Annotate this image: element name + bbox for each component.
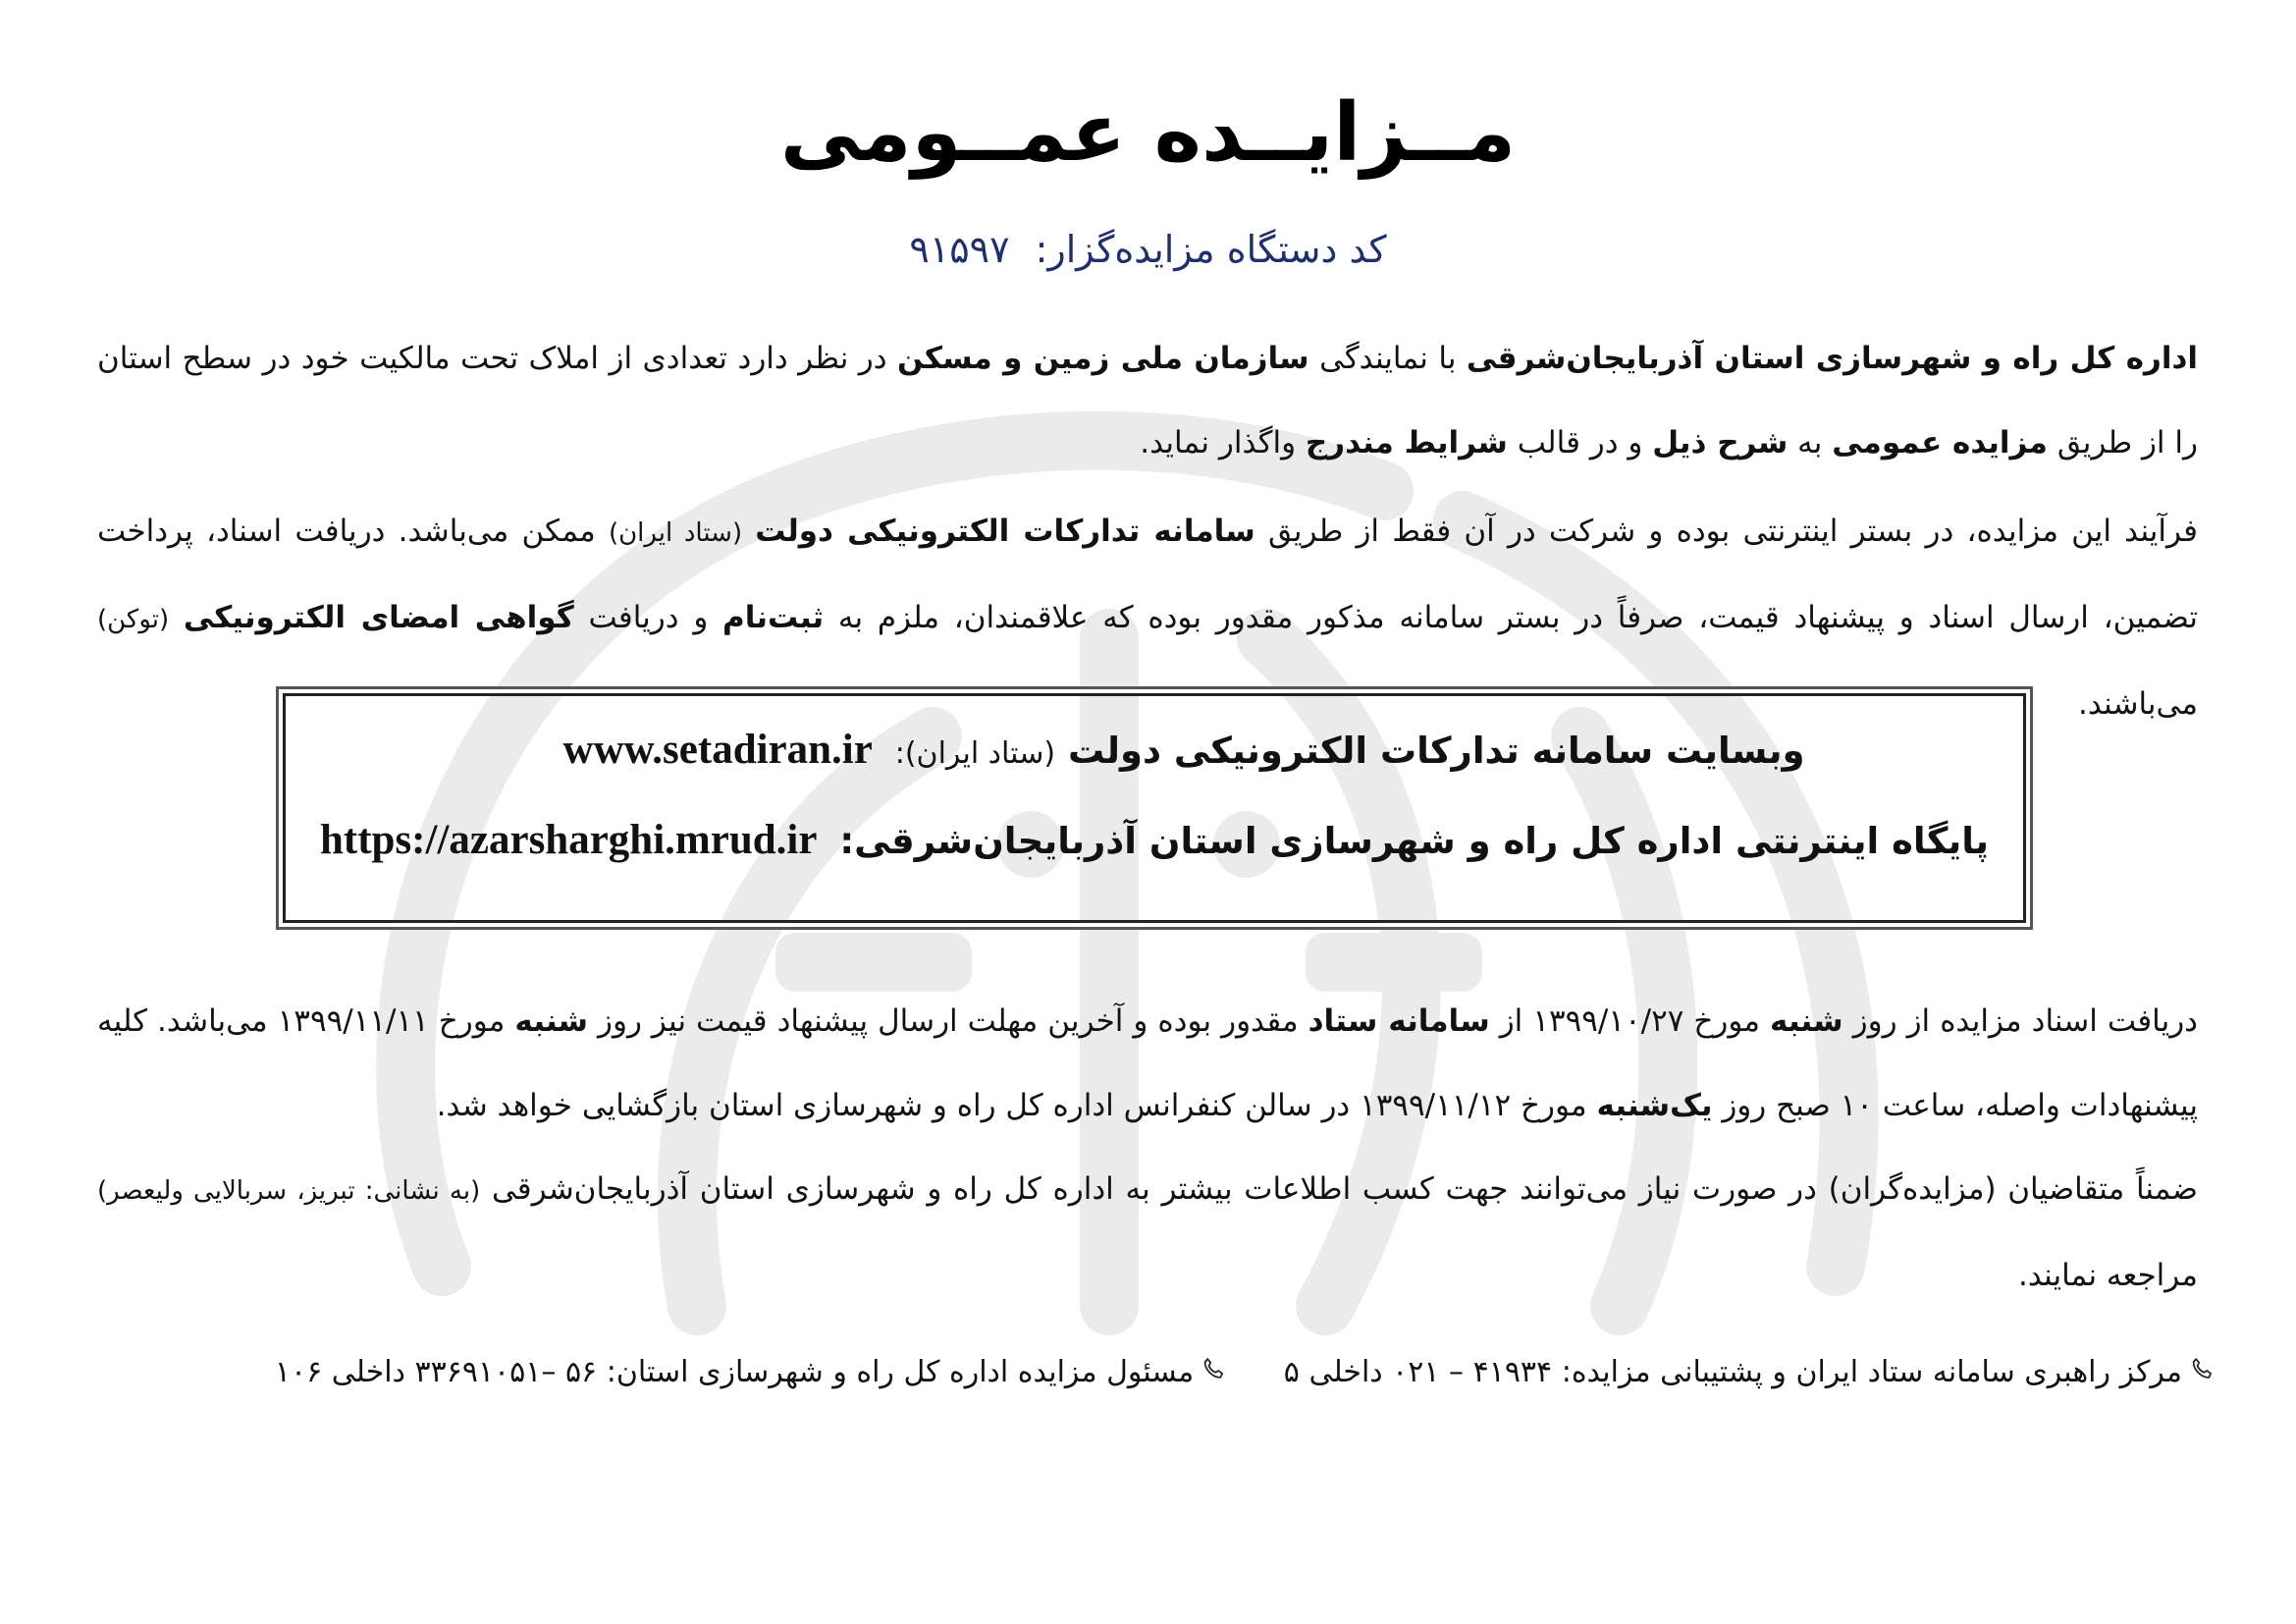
page-title: مــزایــده عمــومی xyxy=(779,86,1517,180)
agency-name: سازمان ملی زمین و مسکن xyxy=(897,341,1309,376)
support-contact: مرکز راهبری سامانه ستاد ایران و پشتیبانی مزایده: ۴۱۹۳۴ – ۰۲۱ داخلی ۵ xyxy=(1284,1355,2217,1389)
organization-name: اداره کل راه و شهرسازی استان آذربایجان‌شرقی xyxy=(1466,341,2199,376)
schedule-paragraph: دریافت اسناد مزایده از روز شنبه مورخ ۱۳۹۹/۱۰/۲۷ از سامانه ستاد مقدور بوده و آخرین مهلت ارسال پیشنهاد قیمت نیز روز شنبه مورخ ۱۳۹۹/۱۱/۱۱ می‌باشد. کلیه پیشنهادات واصله، ساعت ۱۰ صبح روز یک‌شنبه مورخ ۱۳۹۹/۱۱/۱۲ در سالن کنفرانس اداره کل راه و شهرسازی استان بازگشایی خواهد شد. xyxy=(97,1003,2198,1123)
intro-paragraph: اداره کل راه و شهرسازی استان آذربایجان‌شرقی با نمایندگی سازمان ملی زمین و مسکن در نظر دارد تعدادی از املاک تحت مالکیت خود در سطح استان را از طریق مزایده عمومی به شرح ذیل و در قالب شرایط مندرج واگذار نماید. xyxy=(97,341,2199,460)
office-address: (به نشانی: تبریز، سربالایی ولیعصر) xyxy=(97,1176,481,1206)
organizer-code-value: ۹۱۵۹۷ xyxy=(909,228,1010,271)
setad-website-link[interactable]: www.setadiran.ir xyxy=(562,727,873,773)
portal-website-row: پایگاه اینترنتی اداره کل راه و شهرسازی استان آذربایجان‌شرقی: https://azarsharghi.mrud.ir xyxy=(319,817,1990,863)
contact-note-paragraph: ضمناً متقاضیان (مزایده‌گران) در صورت نیاز می‌توانند جهت کسب اطلاعات بیشتر به اداره کل راه و شهرسازی استان آذربایجان‌شرقی (به نشانی: تبریز، سربالایی ولیعصر) مراجعه نمایند. xyxy=(97,1171,2199,1293)
websites-box xyxy=(283,693,2026,923)
portal-website-link[interactable]: https://azarsharghi.mrud.ir xyxy=(319,817,818,863)
system-name: سامانه تدارکات الکترونیکی دولت xyxy=(755,514,1255,549)
organizer-code xyxy=(0,228,2296,271)
setad-website-row: وبسایت سامانه تدارکات الکترونیکی دولت (ستاد ایران): www.setadiran.ir xyxy=(562,727,1805,773)
auction-officer-contact: مسئول مزایده اداره کل راه و شهرسازی استان: ۵۶ –۳۳۶۹۱۰۵۱ داخلی ۱۰۶ xyxy=(275,1355,1229,1389)
phone-icon xyxy=(1200,1356,1229,1385)
organizer-code-label: کد دستگاه مزایده‌گزار: xyxy=(1035,228,1387,271)
phone-icon xyxy=(2188,1356,2217,1385)
process-paragraph: فرآیند این مزایده، در بستر اینترنتی بوده و شرکت در آن فقط از طریق سامانه تدارکات الکترونیکی دولت (ستاد ایران) ممکن می‌باشد. دریافت اسناد، پرداخت تضمین، ارسال اسناد و پیشنهاد قیمت، صرفاً در بستر سامانه مذکور مقدور بوده که علاقمندان، ملزم به ثبت‌نام و دریافت گواهی امضای الکترونیکی (توکن) می‌باشند. xyxy=(97,514,2198,722)
contact-lines xyxy=(58,1355,2217,1389)
